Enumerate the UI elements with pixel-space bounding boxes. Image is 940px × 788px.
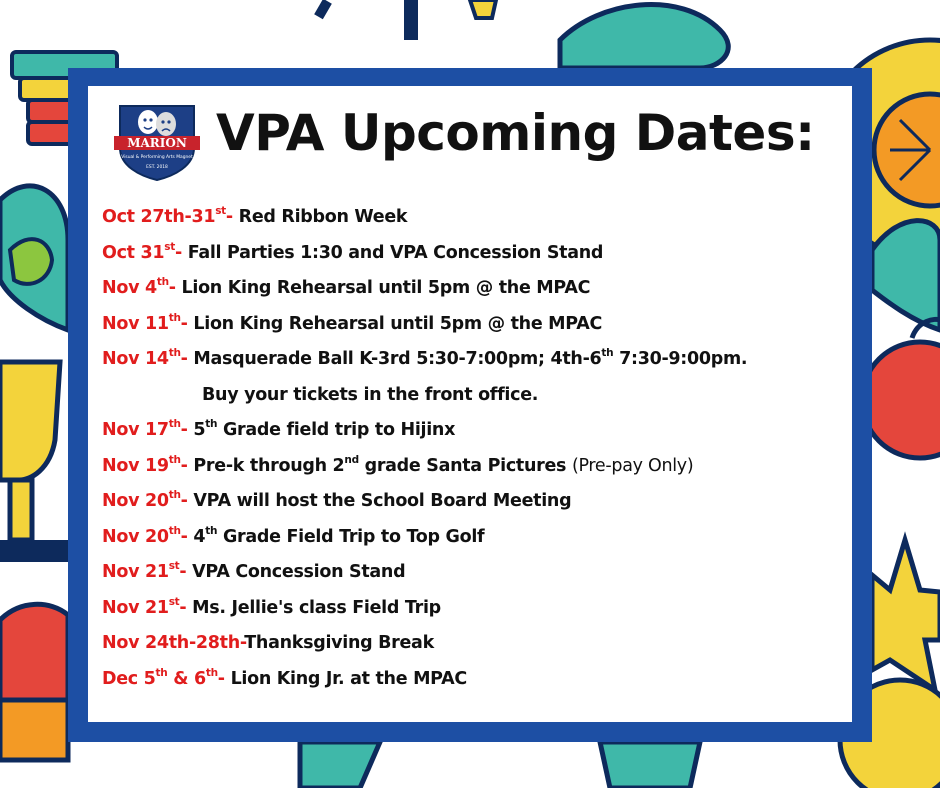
shape-icon (300, 742, 380, 788)
event-sep: - (179, 562, 193, 582)
event-desc-b: 7:30-9:00pm. (613, 349, 748, 369)
logo-subtitle: Visual & Performing Arts Magnet (121, 155, 193, 160)
event-desc: Ms. Jellie's class Field Trip (192, 597, 441, 618)
event-s1: th (168, 347, 181, 360)
event-sep: - (180, 313, 194, 334)
event-desc-a: 4 (193, 526, 206, 547)
event-d1: Nov 19 (102, 455, 169, 476)
event-desc-a: Masquerade Ball K-3rd 5:30-7:00pm; 4th-6 (193, 349, 602, 369)
event-s1: th (168, 311, 181, 324)
event-item (102, 484, 842, 520)
logo-est: EST. 2018 (146, 165, 168, 170)
event-item (102, 342, 842, 378)
event-desc: Lion King Rehearsal until 5pm @ the MPAC (181, 278, 591, 298)
event-desc-b: grade Santa Pictures (358, 455, 572, 476)
event-desc: Red Ribbon Week (238, 207, 408, 227)
event-s1: th (168, 453, 181, 466)
event-desc-b: Grade field trip to Hijinx (217, 420, 456, 440)
event-sep: - (179, 597, 193, 618)
event-desc: VPA Concession Stand (192, 562, 406, 582)
event-item (102, 591, 842, 627)
event-s2: th (205, 666, 218, 679)
apple-icon (560, 5, 728, 68)
event-sep: - (180, 420, 194, 440)
event-desc-b: Grade Field Trip to Top Golf (217, 526, 485, 547)
event-s1: th (156, 276, 169, 289)
event-item (102, 662, 842, 698)
event-d1: Oct 27th-31 (102, 207, 216, 227)
event-item (102, 626, 842, 662)
trophy-icon (0, 362, 68, 562)
event-item (102, 449, 842, 485)
event-item (102, 378, 842, 414)
event-d1: Nov 21 (102, 562, 169, 582)
star-icon (872, 540, 940, 690)
event-desc-sup: nd (344, 453, 359, 466)
event-sep: - (174, 242, 188, 263)
event-desc-sup: th (601, 347, 614, 360)
event-sep: - (239, 633, 245, 653)
event-d1: Dec 5 (102, 668, 156, 689)
event-desc: Lion King Jr. at the MPAC (230, 668, 467, 689)
event-d1: Nov 24th-28th (102, 633, 240, 653)
event-sep: - (180, 349, 194, 369)
marion-logo (114, 102, 200, 182)
event-sep: - (180, 455, 194, 476)
event-desc: VPA will host the School Board Meeting (193, 491, 572, 511)
event-item (102, 307, 842, 343)
shape-icon-2 (600, 742, 700, 788)
event-d1: Nov 20 (102, 491, 169, 511)
event-item (102, 520, 842, 556)
event-s1: st (164, 240, 175, 253)
event-s1: th (168, 418, 181, 431)
event-item (102, 555, 842, 591)
protractor-icon (0, 604, 68, 760)
event-desc: Fall Parties 1:30 and VPA Concession Stand (187, 242, 604, 263)
event-continuation: Buy your tickets in the front office. (202, 384, 539, 405)
event-desc-sup: th (205, 524, 218, 537)
page-title: VPA Upcoming Dates: (216, 104, 815, 162)
event-sep: - (225, 207, 239, 227)
event-d1: Nov 4 (102, 278, 157, 298)
event-desc-a: 5 (193, 420, 206, 440)
leaf-icon (872, 221, 940, 330)
events-list (102, 200, 842, 697)
event-item (102, 236, 842, 272)
event-d1: Nov 20 (102, 526, 169, 547)
event-sep: - (180, 526, 194, 547)
event-sep: - (180, 491, 194, 511)
announcement-panel (88, 86, 852, 722)
red-apple-icon (862, 319, 940, 458)
pencil-icon (314, 0, 496, 40)
event-sep: - (168, 278, 182, 298)
event-sep: - (217, 668, 231, 689)
event-s1: st (168, 560, 180, 573)
event-s1: th (155, 666, 168, 679)
logo-name: MARION (127, 136, 187, 150)
event-s1: th (168, 524, 181, 537)
event-item (102, 413, 842, 449)
event-desc-a: Pre-k through 2 (193, 455, 345, 476)
event-d1: Oct 31 (102, 242, 165, 263)
event-d1: Nov 11 (102, 313, 169, 334)
event-s1: st (168, 595, 180, 608)
event-s1: st (215, 205, 226, 218)
event-item (102, 271, 842, 307)
event-d1: Nov 14 (102, 349, 169, 369)
event-d1: Nov 21 (102, 597, 169, 618)
event-s1: th (168, 489, 181, 502)
event-item (102, 200, 842, 236)
event-mid: & 6 (167, 668, 206, 689)
event-desc-sup: th (205, 418, 218, 431)
event-d1: Nov 17 (102, 420, 169, 440)
event-desc: Lion King Rehearsal until 5pm @ the MPAC (193, 313, 602, 334)
event-desc-plain: (Pre-pay Only) (571, 455, 694, 476)
event-desc: Thanksgiving Break (244, 633, 434, 653)
